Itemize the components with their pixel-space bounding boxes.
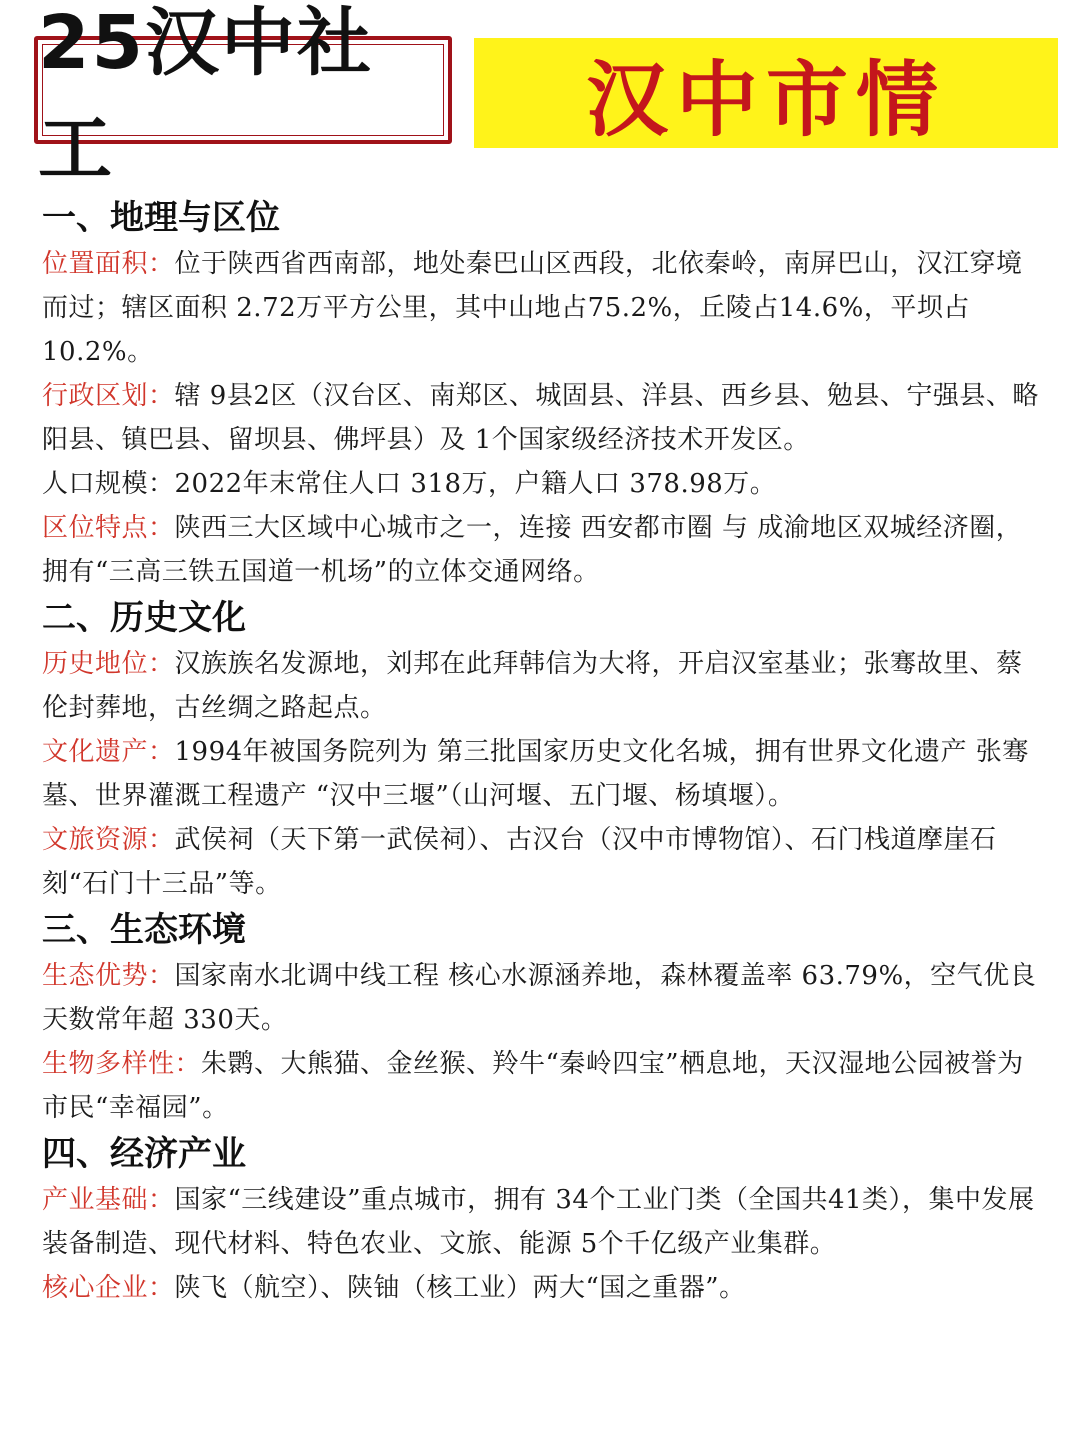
paragraph-heritage	[42, 730, 1042, 818]
paragraph-label: 生物多样性：	[42, 1049, 202, 1079]
document-body	[42, 190, 1042, 1310]
paragraph-text: 国家“三线建设”重点城市，拥有 34个工业门类（全国共41类），集中发展 装备制造、现代材料、特色农业、文旅、能源 5个千亿级产业集群。	[42, 1185, 1035, 1259]
paragraph-text: 朱鹮、大熊猫、金丝猴、羚牛“秦岭四宝”栖息地，天汉湿地公园被誉为市民“幸福园”。	[42, 1049, 1024, 1123]
paragraph-population	[42, 462, 1042, 506]
paragraph-core-enterprises	[42, 1266, 1042, 1310]
paragraph-label: 产业基础：	[42, 1185, 175, 1215]
paragraph-label: 位置面积：	[42, 249, 175, 279]
paragraph-text: 陕西三大区域中心城市之一，连接 西安都市圈 与 成渝地区双城经济圈，拥有“三高三铁五国道一机场”的立体交通网络。	[42, 513, 1023, 587]
paragraph-location	[42, 242, 1042, 374]
paragraph-text: 武侯祠（天下第一武侯祠）、古汉台（汉中市博物馆）、石门栈道摩崖石刻“石门十三品”等。	[42, 825, 997, 899]
paragraph-label: 历史地位：	[42, 649, 175, 679]
paragraph-biodiversity	[42, 1042, 1042, 1130]
paragraph-text: 陕飞（航空）、陕铀（核工业）两大“国之重器”。	[174, 1273, 746, 1303]
paragraph-label: 文化遗产：	[42, 737, 175, 767]
section-title-economy: 四、经济产业	[42, 1134, 246, 1174]
paragraph-text: 国家南水北调中线工程 核心水源涵养地，森林覆盖率 63.79%，空气优良天数常年超 330天。	[42, 961, 1037, 1035]
paragraph-region	[42, 506, 1042, 594]
title-badge-left	[34, 0, 452, 192]
badge-left-text: 25汉中社工	[38, 0, 373, 192]
paragraph-label: 文旅资源：	[42, 825, 175, 855]
badge-right-text: 汉中市情	[585, 52, 946, 148]
section-title-history: 二、历史文化	[42, 598, 246, 638]
section-title-ecology: 三、生态环境	[42, 910, 246, 950]
paragraph-history-status	[42, 642, 1042, 730]
paragraph-text: 位于陕西省西南部，地处秦巴山区西段，北依秦岭，南屏巴山，汉江穿境而过；辖区面积 2.72万平方公里，其中山地占75.2%，丘陵占14.6%，平坝占10.2%。	[42, 249, 1023, 367]
paragraph-label: 生态优势：	[42, 961, 175, 991]
paragraph-label: 核心企业：	[42, 1273, 175, 1303]
paragraph-text: 1994年被国务院列为 第三批国家历史文化名城，拥有世界文化遗产 张骞墓、世界灌溉工程遗产 “汉中三堰”（山河堰、五门堰、杨填堰）。	[42, 737, 1029, 811]
paragraph-text: 人口规模：2022年末常住人口 318万，户籍人口 378.98万。	[42, 469, 777, 499]
paragraph-industry-base	[42, 1178, 1042, 1266]
paragraph-label: 行政区划：	[42, 381, 175, 411]
paragraph-text: 汉族族名发源地，刘邦在此拜韩信为大将，开启汉室基业；张骞故里、蔡伦封葬地，古丝绸之路起点。	[42, 649, 1023, 723]
paragraph-eco-advantage	[42, 954, 1042, 1042]
section-title-geography: 一、地理与区位	[42, 198, 280, 238]
paragraph-text: 辖 9县2区（汉台区、南郑区、城固县、洋县、西乡县、勉县、宁强县、略阳县、镇巴县、留坝县、佛坪县）及 1个国家级经济技术开发区。	[42, 381, 1039, 455]
header	[0, 0, 1080, 192]
paragraph-tourism	[42, 818, 1042, 906]
paragraph-admin	[42, 374, 1042, 462]
paragraph-label: 区位特点：	[42, 513, 175, 543]
title-badge-right	[474, 38, 1058, 148]
